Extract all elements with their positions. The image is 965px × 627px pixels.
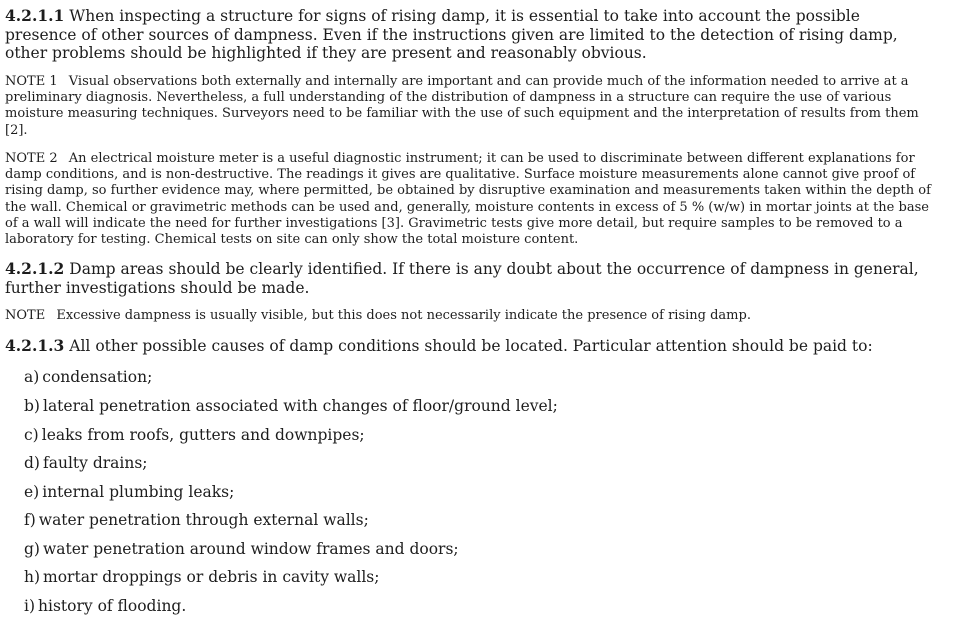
list-item xyxy=(24,568,935,587)
note-label: NOTE xyxy=(5,308,46,324)
list-item xyxy=(24,426,935,445)
list-item-text: faulty drains; xyxy=(42,454,148,473)
list-item-text: water penetration through external walls; xyxy=(38,511,369,530)
list-item-text: water penetration around window frames and doors; xyxy=(42,539,459,558)
list-item-marker: f) xyxy=(24,511,36,530)
list-item-marker: c) xyxy=(24,425,39,444)
damp-cause-list xyxy=(5,368,935,615)
clause-number: 4.2.1.3 xyxy=(5,335,65,355)
clause-4.2.1.3 xyxy=(5,337,935,356)
list-item xyxy=(24,368,935,387)
list-item-marker: i) xyxy=(24,597,36,616)
list-item xyxy=(24,454,935,473)
note-1 xyxy=(5,74,935,139)
clause-text: When inspecting a structure for signs of rising damp, it is essential to take into account the possible presence of other sources of dampness. Even if the instructions given are limited to the detection of rising damp, other problems should be highlighted if they are present and reasonably obvious. xyxy=(5,7,898,63)
list-item-text: condensation; xyxy=(42,368,153,387)
note-text: An electrical moisture meter is a useful diagnostic instrument; it can be used to discriminate between different explanations for damp conditions, and is non-destructive. The readings it gives are qualitative. Surface moisture measurements alone cannot give proof of rising damp, so further evidence may, where permitted, be obtained by disruptive examination and measurements taken within the depth of the wall. Chemical or gravimetric methods can be used and, generally, moisture contents in excess of 5 % (w/w) in mortar joints at the base of a wall will indicate the need for further investigations [3]. Gravimetric tests give more detail, but require samples to be removed to a laboratory for testing. Chemical tests on site can only show the total moisture content. xyxy=(5,150,931,248)
clause-text: Damp areas should be clearly identified. If there is any doubt about the occurrence of dampness in general, further investigations should be made. xyxy=(5,260,919,297)
note-text: Excessive dampness is usually visible, but this does not necessarily indicate the presence of rising damp. xyxy=(56,308,751,324)
list-item-text: mortar droppings or debris in cavity walls; xyxy=(43,568,380,587)
list-item xyxy=(24,397,935,416)
note-text: Visual observations both externally and internally are important and can provide much of the information needed to arrive at a preliminary diagnosis. Nevertheless, a full understanding of the distribution of dampness in a structure can require the use of various moisture measuring techniques. Surveyors need to be familiar with the use of such equipment and the interpretation of results from them [2]. xyxy=(5,73,919,138)
list-item xyxy=(24,540,935,559)
note-label: NOTE 2 xyxy=(5,150,58,166)
list-item-text: lateral penetration associated with changes of floor/ground level; xyxy=(42,396,558,415)
clause-number: 4.2.1.2 xyxy=(5,259,65,279)
clause-number: 4.2.1.1 xyxy=(5,6,65,25)
list-item-text: leaks from roofs, gutters and downpipes; xyxy=(41,425,365,444)
list-item xyxy=(24,597,935,616)
list-item xyxy=(24,511,935,530)
clause-4.2.1.2 xyxy=(5,260,935,297)
clause-4.2.1.1 xyxy=(5,7,935,63)
note-3 xyxy=(5,308,935,324)
list-item-marker: h) xyxy=(24,568,41,587)
clause-text: All other possible causes of damp conditions should be located. Particular attention should be paid to: xyxy=(69,336,873,355)
list-item-marker: b) xyxy=(24,396,40,415)
list-item-marker: d) xyxy=(24,454,40,473)
note-label: NOTE 1 xyxy=(5,73,58,89)
list-item-marker: a) xyxy=(24,368,40,387)
list-item-marker: e) xyxy=(24,482,40,501)
list-item-marker: g) xyxy=(24,539,40,558)
list-item-text: internal plumbing leaks; xyxy=(42,482,235,501)
list-item-text: history of flooding. xyxy=(38,597,187,616)
note-2 xyxy=(5,151,935,249)
list-item xyxy=(24,483,935,502)
